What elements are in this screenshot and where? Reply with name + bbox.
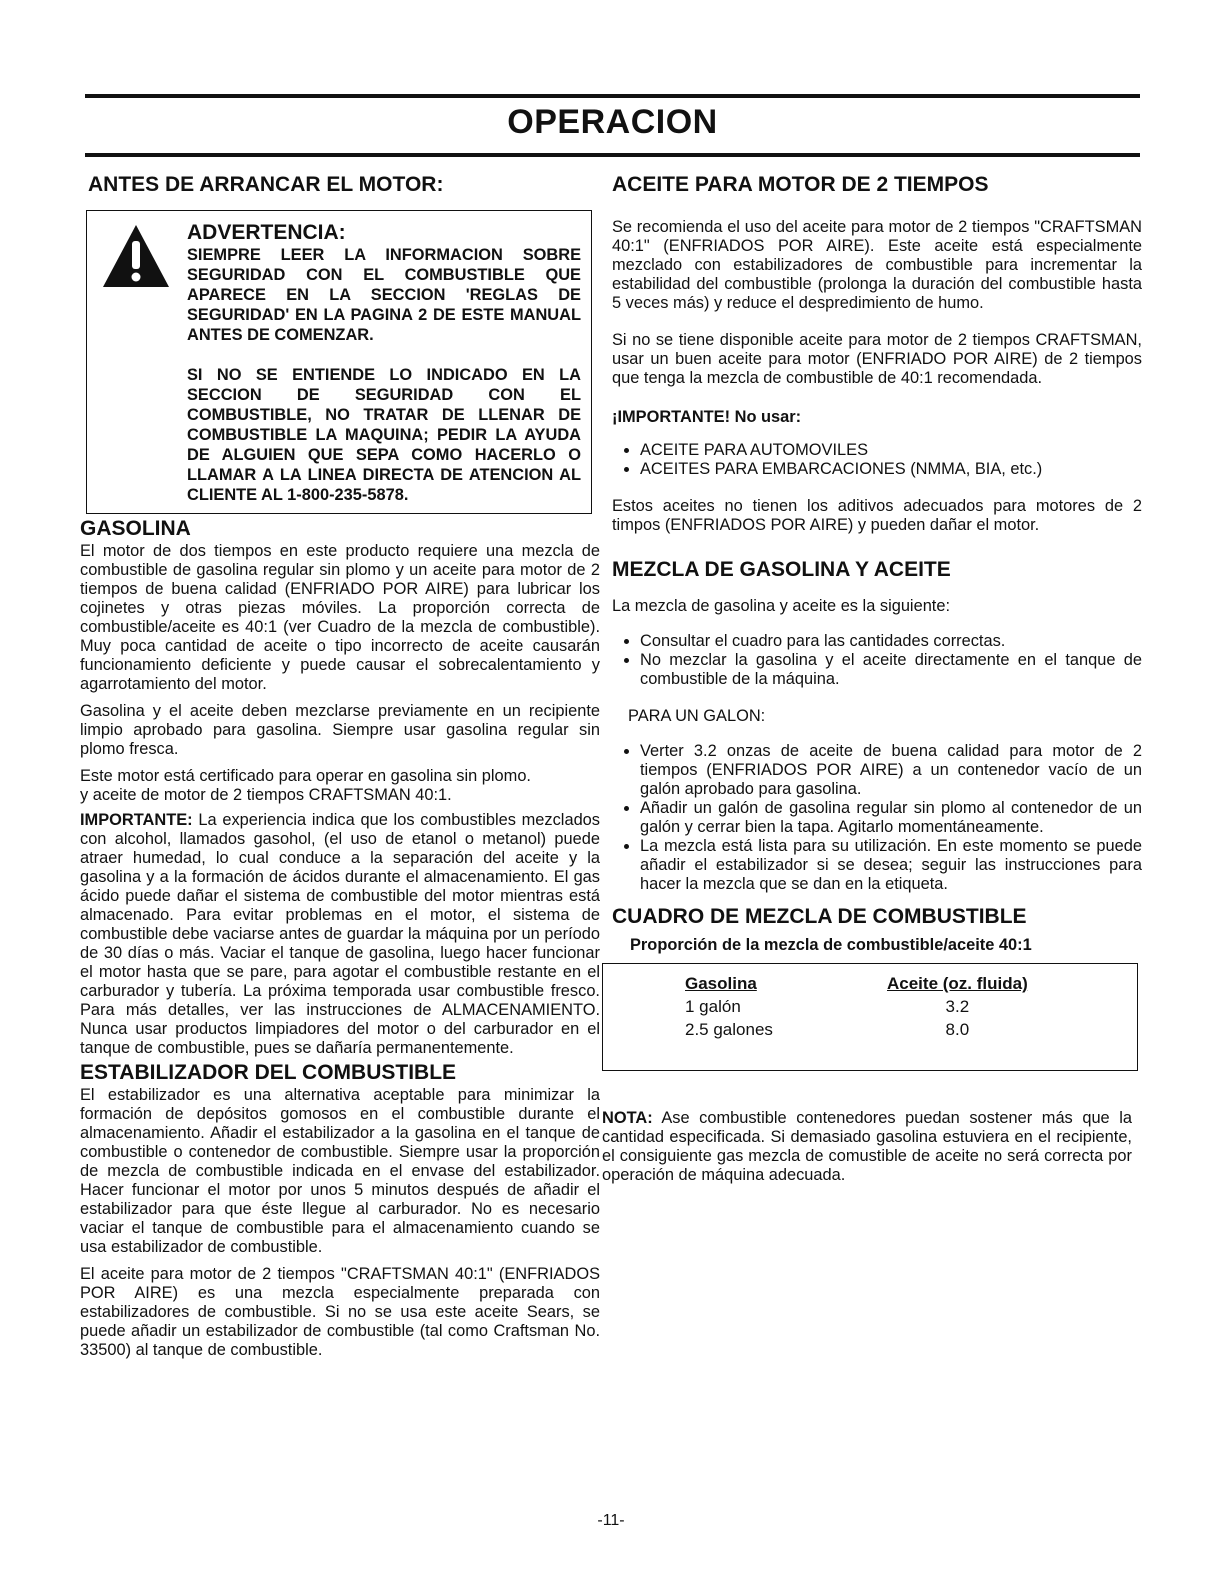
- estabilizador-heading: ESTABILIZADOR DEL COMBUSTIBLE: [80, 1061, 457, 1084]
- right-column: [602, 172, 1142, 1185]
- left-column: [80, 172, 600, 1360]
- galon-list: [612, 742, 1142, 894]
- list-item: • Verter 3.2 onzas de aceite de buena calidad para motor de 2 tiempos (ENFRIADOS POR AIRE) a un contenedor vacío de un galón aprobado para gasolina.: [640, 742, 1142, 799]
- importante-no-usar: ¡IMPORTANTE! No usar:: [612, 408, 802, 426]
- no-usar-list: [612, 441, 1142, 479]
- importante-label: IMPORTANTE:: [80, 811, 193, 829]
- table-header-gasolina: Gasolina: [685, 974, 757, 993]
- table-cell: 8.0: [945, 1020, 970, 1039]
- gasolina-paragraph-2: Gasolina y el aceite deben mezclarse previamente en un recipiente limpio aprobado para gasolina. Siempre usar gasolina regular sin plomo fresca.: [80, 702, 600, 758]
- warning-paragraph-2: SI NO SE ENTIENDE LO INDICADO EN LA SECCION DE SEGURIDAD CON EL COMBUSTIBLE, NO TRATAR DE LLENAR DE COMBUSTIBLE LA MAQUINA; PEDIR LA AYUDA DE ALGUIEN QUE SEPA COMO HACERLO O LLAMAR A LA LINEA DIRECTA DE ATENCION AL CLIENTE AL 1-800-235-5878.: [187, 366, 581, 504]
- gasolina-paragraph-3a: Este motor está certificado para operar en gasolina sin plomo.: [80, 767, 531, 785]
- fuel-mix-table: [602, 963, 1138, 1071]
- importante-text: La experiencia indica que los combustibles mezclados con alcohol, llamados gasohol, (el uso de etanol o metanol) puede atraer humedad, lo cual conduce a la separación del aceite y la gasolina y a la formación de ácidos durante el almacenamiento. El gas ácido puede dañar el sistema de combustible del motor mientras está almacenado. Para evitar problemas en el motor, el sistema de combustible debe vaciarse antes de guardar la máquina por un período de 30 días o más. Vaciar el tanque de gasolina, luego hacer funcionar el motor hasta que se pare, para agotar el combustible restante en el carburador y tubería. La próxima temporada usar combustible fresco. Para más detalles, ver las instrucciones de ALMACENAMIENTO. Nunca usar productos limpiadores del motor o del carburador en el tanque de combustible, pues se dañaría permanentemente.: [80, 811, 600, 1057]
- table-cell: 3.2: [945, 997, 970, 1016]
- mezcla-heading: MEZCLA DE GASOLINA Y ACEITE: [612, 558, 951, 581]
- warning-title: ADVERTENCIA:: [187, 221, 346, 244]
- estabilizador-paragraph-2: El aceite para motor de 2 tiempos "CRAFTSMAN 40:1" (ENFRIADOS POR AIRE) es una mezcla especialmente preparada con estabilizadores de combustible. Si no se usa este aceite Sears, se puede añadir un estabilizador de combustible (tal como Craftsman No. 33500) al tanque de combustible.: [80, 1265, 600, 1359]
- list-item: • Añadir un galón de gasolina regular sin plomo al contenedor de un galón y cerrar bien la tapa. Agitarlo momentáneamente.: [640, 799, 1142, 837]
- gasolina-heading: GASOLINA: [80, 517, 191, 540]
- title-bottom-rule: [85, 153, 1140, 157]
- nota-label: NOTA:: [602, 1109, 653, 1127]
- cuadro-subtitle: Proporción de la mezcla de combustible/aceite 40:1: [630, 936, 1032, 954]
- warning-box: [86, 210, 592, 514]
- table-cell: 2.5 galones: [685, 1020, 773, 1039]
- mezcla-intro: La mezcla de gasolina y aceite es la siguiente:: [612, 597, 951, 615]
- page-title: OPERACION: [507, 103, 718, 141]
- table-header-aceite: Aceite (oz. fluida): [887, 974, 1028, 993]
- page-number: -11-: [597, 1512, 625, 1529]
- table-col-aceite: [887, 972, 1028, 1041]
- gasolina-paragraph-3b: y aceite de motor de 2 tiempos CRAFTSMAN 40:1.: [80, 786, 452, 804]
- gasolina-paragraph-1: El motor de dos tiempos en este producto requiere una mezcla de combustible de gasolina regular sin plomo y un aceite para motor de 2 tiempos de buena calidad (ENFRIADO POR AIRE) para lubricar los cojinetes y otras piezas móviles. La proporción correcta de combustible/aceite es 40:1 (ver Cuadro de la mezcla de combustible). Muy poca cantidad de aceite o tipo incorrecto de aceite causarán funcionamiento deficiente y puede causar el sobrecalentamiento y agarrotamiento del motor.: [80, 542, 600, 693]
- antes-heading: ANTES DE ARRANCAR EL MOTOR:: [88, 173, 444, 196]
- list-item: • ACEITE PARA AUTOMOVILES: [640, 441, 1142, 460]
- nota-paragraph: [602, 1109, 1132, 1185]
- aceite-paragraph-2: Si no se tiene disponible aceite para motor de 2 tiempos CRAFTSMAN, usar un buen aceite para motor (ENFRIADO POR AIRE) de 2 tiempos que tenga la mezcla de combustible de 40:1 recomendada.: [612, 331, 1142, 387]
- aceite-heading: ACEITE PARA MOTOR DE 2 TIEMPOS: [612, 173, 989, 196]
- aceite-paragraph-1: Se recomienda el uso del aceite para motor de 2 tiempos "CRAFTSMAN 40:1" (ENFRIADOS POR AIRE). Este aceite está especialmente mezclado con estabilizadores de combustible para incrementar la estabilidad del combustible (prolonga la duración del combustible hasta 5 veces más) y reduce el despredimiento de humo.: [612, 218, 1142, 312]
- list-item: • No mezclar la gasolina y el aceite directamente en el tanque de combustible de la máquina.: [640, 651, 1142, 689]
- importante-paragraph: [80, 811, 600, 1058]
- list-item: • ACEITES PARA EMBARCACIONES (NMMA, BIA, etc.): [640, 460, 1142, 479]
- list-item: • Consultar el cuadro para las cantidades correctas.: [640, 632, 1142, 651]
- warning-paragraph-1: SIEMPRE LEER LA INFORMACION SOBRE SEGURIDAD CON EL COMBUSTIBLE QUE APARECE EN LA SECCION 'REGLAS DE SEGURIDAD' EN LA PAGINA 2 DE ESTE MANUAL ANTES DE COMENZAR.: [187, 246, 581, 344]
- list-item: • La mezcla está lista para su utilización. En este momento se puede añadir el estabilizador si se desea; seguir las instrucciones para hacer la mezcla que se dan en la etiqueta.: [640, 837, 1142, 894]
- table-cell: 1 galón: [685, 997, 741, 1016]
- mezcla-list: [612, 632, 1142, 689]
- aceite-paragraph-3: Estos aceites no tienen los aditivos adecuados para motores de 2 timpos (ENFRIADOS POR AIRE) y pueden dañar el motor.: [612, 497, 1142, 534]
- table-col-gasolina: [685, 972, 773, 1041]
- cuadro-heading: CUADRO DE MEZCLA DE COMBUSTIBLE: [612, 905, 1027, 928]
- para-un-galon: PARA UN GALON:: [628, 707, 766, 725]
- warning-triangle-icon: [101, 223, 171, 289]
- top-rule: [85, 94, 1140, 98]
- nota-text: Ase combustible contenedores puedan sostener más que la cantidad especificada. Si demasiado gasolina estuviera en el recipiente, el consiguiente gas mezcla de comustible de aceite no será correcta por operación de máquina adecuada.: [602, 1109, 1132, 1184]
- estabilizador-paragraph-1: El estabilizador es una alternativa aceptable para minimizar la formación de depósitos gomosos en el combustible durante el almacenamiento. Añadir el estabilizador a la gasolina en el tanque de combustible o contenedor de combustible. Siempre usar la proporción de mezcla de combustible indicada en el envase del estabilizador. Hacer funcionar el motor por unos 5 minutos después de añadir el estabilizador para que éste llegue al carburador. No es necesario vaciar el tanque de combustible para el almacenamiento cuando se usa estabilizador de combustible.: [80, 1086, 600, 1256]
